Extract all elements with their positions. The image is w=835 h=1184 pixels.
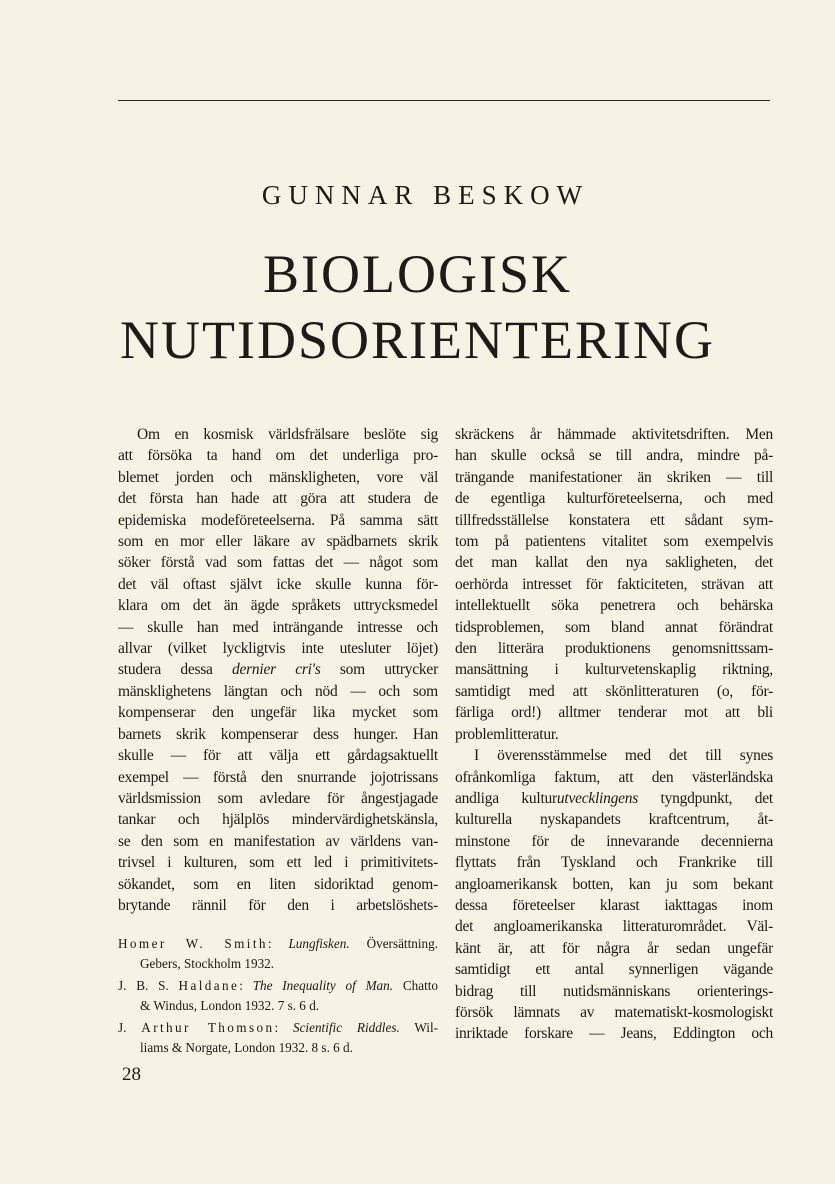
text-segment: tyngdpunkt, det bbox=[638, 789, 773, 807]
footnote-continuation: liams & Norgate, London 1932. 8 s. 6 d. bbox=[140, 1040, 353, 1056]
text-line: söker förstå vad som fattas det — något som bbox=[118, 554, 438, 572]
text-line: barnets skrik kompenserar dess hunger. Han bbox=[118, 725, 438, 743]
text-line: samtidigt med att skönlitteraturen (o, för- bbox=[455, 682, 773, 700]
text-line: att försöka ta hand om det underliga pro- bbox=[118, 447, 438, 465]
text-segment: : bbox=[239, 978, 253, 994]
text-line: mänsklighetens längtan och nöd — och som bbox=[118, 682, 438, 700]
text-line: inriktade forskare — Jeans, Eddington och bbox=[455, 1025, 773, 1043]
text-line: tom på patientens vitalitet som exempelvis bbox=[455, 533, 773, 551]
footnote-first-line bbox=[118, 1018, 438, 1038]
text-segment: : bbox=[274, 1020, 293, 1036]
text-line: det man kallat den nya sakligheten, det bbox=[455, 554, 773, 572]
text-line: samtidigt ett antal synnerligen vägande bbox=[455, 961, 773, 979]
text-line: den litterära produktionens genomsnittssam- bbox=[455, 640, 773, 658]
text-segment: J. bbox=[118, 1020, 142, 1036]
text-segment: Översättning. bbox=[349, 936, 438, 952]
left-text-column bbox=[118, 424, 438, 1060]
text-line: brytande rännil för den i arbetslöshets- bbox=[118, 896, 438, 914]
text-line: angloamerikansk botten, kan ju som bekant bbox=[455, 875, 773, 893]
text-line: trängande manifestationer än skriken — till bbox=[455, 468, 773, 486]
text-line: färliga ord!) alltmer tenderar mot att bli bbox=[455, 704, 773, 722]
author-name-spaced: Haldane bbox=[178, 978, 240, 994]
text-segment: Chatto bbox=[393, 978, 438, 994]
text-line: se den som en manifestation av världens van- bbox=[118, 832, 438, 850]
text-line: försök lämnats av matematiskt-kosmologiskt bbox=[455, 1003, 773, 1021]
footnote-reference bbox=[118, 934, 438, 974]
page-number: 28 bbox=[122, 1064, 141, 1085]
book-title: Scientific Riddles. bbox=[292, 1020, 400, 1036]
footnote-continuation: Gebers, Stockholm 1932. bbox=[140, 956, 275, 972]
italic-text: utvecklingens bbox=[556, 789, 639, 807]
text-segment: I överensstämmelse med det till synes bbox=[474, 747, 773, 765]
text-line: han skulle också se till andra, mindre på- bbox=[455, 447, 773, 465]
book-title: Lungfisken. bbox=[288, 936, 350, 952]
text-line: det första han hade att göra att studera de bbox=[118, 490, 438, 508]
text-line: det angloamerikanska litteraturområdet. Väl- bbox=[455, 918, 773, 936]
footnote-reference bbox=[118, 1018, 438, 1058]
text-line: skulle — för att välja ett gårdagsaktuellt bbox=[118, 747, 438, 765]
right-text-column bbox=[455, 424, 773, 1045]
italic-text: dernier cri's bbox=[232, 661, 321, 679]
text-line: skräckens år hämmade aktivitetsdriften. Men bbox=[455, 426, 773, 443]
text-segment: studera dessa bbox=[118, 661, 232, 679]
footnote-first-line bbox=[118, 976, 438, 996]
text-line: mansättning i kulturvetenskaplig riktning, bbox=[455, 661, 773, 679]
text-line bbox=[455, 724, 773, 745]
text-segment: som uttrycker bbox=[320, 661, 438, 679]
text-segment: : bbox=[267, 936, 289, 952]
text-line: det väl oftast självt icke skulle kunna för- bbox=[118, 575, 438, 593]
text-line: sökandet, som en liten sidoriktad genom- bbox=[118, 875, 438, 893]
text-line: flyttats från Tyskland och Frankrike till bbox=[455, 854, 773, 872]
text-line: bidrag till nutidsmänniskans orienterings- bbox=[455, 982, 773, 1000]
text-line bbox=[118, 424, 438, 445]
text-line bbox=[455, 788, 773, 809]
text-line: — skulle han med inträngande intresse och bbox=[118, 618, 438, 636]
author-name-spaced: Homer W. Smith bbox=[118, 936, 268, 952]
text-line: allvar (vilket lyckligtvis inte utesluter löjet) bbox=[118, 640, 438, 658]
text-line: tankar och hjälplös mindervärdighetskänsla, bbox=[118, 811, 438, 829]
book-title: The Inequality of Man. bbox=[252, 978, 394, 994]
text-line: blemet jorden och mänskligheten, vore väl bbox=[118, 468, 438, 486]
text-segment: problemlitteratur. bbox=[455, 725, 559, 743]
article-title-line-1: BIOLOGISK bbox=[263, 244, 572, 304]
text-line: klara om det än ägde språkets uttrycksmedel bbox=[118, 597, 438, 615]
text-segment: Om en kosmisk världsfrälsare beslöte sig bbox=[137, 426, 438, 443]
text-line: tillfredsställelse konstatera ett sådant sym- bbox=[455, 511, 773, 529]
text-line: världsmission som avledare för ångestjagade bbox=[118, 789, 438, 807]
text-segment: J. B. S. bbox=[118, 978, 179, 994]
text-line bbox=[455, 745, 773, 766]
text-line: minstone för de innevarande decennierna bbox=[455, 832, 773, 850]
footnote-reference bbox=[118, 976, 438, 1016]
text-line: kompenserar den ungefär lika mycket som bbox=[118, 704, 438, 722]
header-rule bbox=[118, 100, 770, 101]
text-line: känt är, att för några år sedan ungefär bbox=[455, 939, 773, 957]
footnote-first-line bbox=[118, 934, 438, 954]
text-line: ofrånkomliga faktum, att den västerländska bbox=[455, 768, 773, 786]
author-name: GUNNAR BESKOW bbox=[261, 180, 590, 210]
text-line: exempel — förstå den snurrande jojotrissans bbox=[118, 768, 438, 786]
text-line: epidemiska modeföreteelserna. På samma sätt bbox=[118, 511, 438, 529]
article-title-line-2: NUTIDSORIENTERING bbox=[120, 310, 715, 370]
left-column-lines bbox=[118, 424, 438, 916]
text-line: dessa företeelser klarast iakttagas inom bbox=[455, 896, 773, 914]
footnote-continuation: & Windus, London 1932. 7 s. 6 d. bbox=[140, 998, 320, 1014]
text-line: som en mor eller läkare av spädbarnets skrik bbox=[118, 533, 438, 551]
text-segment: andliga kultur bbox=[455, 789, 557, 807]
text-line: intellektuellt söka penetrera och behärska bbox=[455, 597, 773, 615]
text-line: trivsel i kulturen, som ett led i primitivitets- bbox=[118, 854, 438, 872]
text-line: oerhörda intresset för fakticiteten, strävan att bbox=[455, 575, 773, 593]
footnotes bbox=[118, 934, 438, 1058]
text-line: tidsproblemen, som bland annat förändrat bbox=[455, 618, 773, 636]
text-line: de egentliga kulturföreteelserna, och med bbox=[455, 490, 773, 508]
text-line bbox=[118, 659, 438, 680]
author-name-spaced: Arthur Thomson bbox=[141, 1020, 275, 1036]
text-line: kulturella nyskapandets kraftcentrum, åt- bbox=[455, 811, 773, 829]
text-segment: Wil- bbox=[399, 1020, 438, 1036]
